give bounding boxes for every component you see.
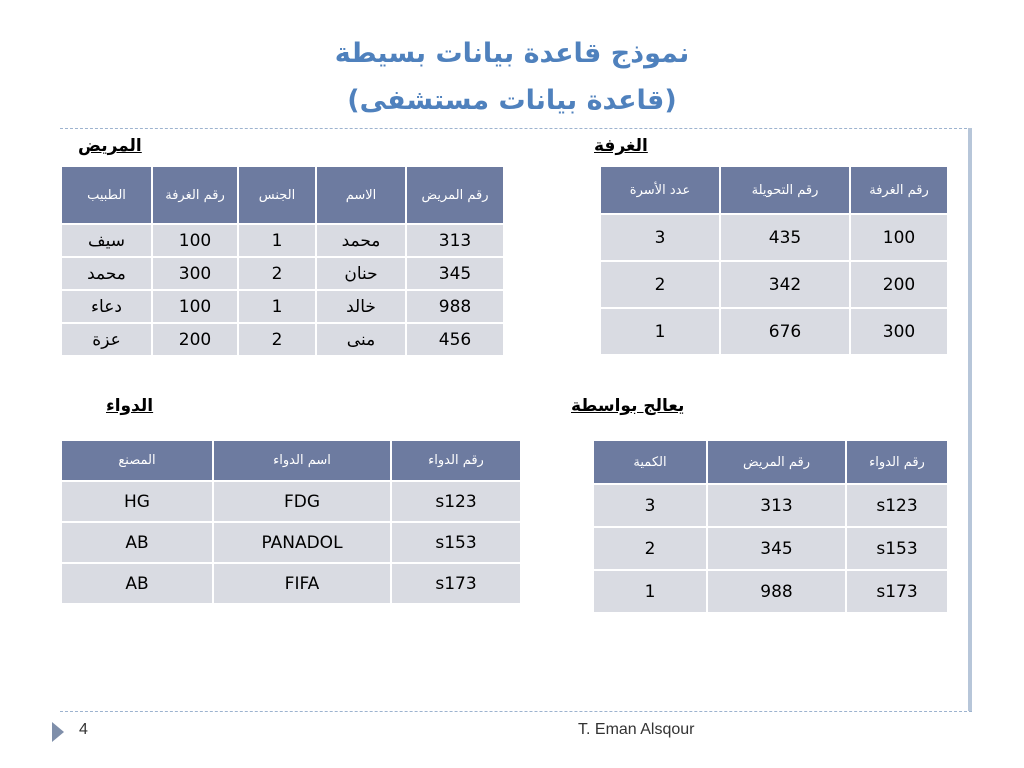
room-cell: 342 <box>721 262 849 307</box>
room-header-cell: رقم التحويلة <box>721 167 849 213</box>
table-row <box>601 215 947 260</box>
table-row <box>62 225 503 256</box>
table-row <box>62 564 520 603</box>
medicine-cell: s123 <box>392 482 520 521</box>
treated-table <box>592 439 949 614</box>
patient-cell: 100 <box>153 225 237 256</box>
table-row <box>601 309 947 354</box>
treated-cell: 988 <box>708 571 845 612</box>
room-caption: الغرفة <box>594 136 648 156</box>
treated-header-cell: الكمية <box>594 441 706 483</box>
room-cell: 676 <box>721 309 849 354</box>
table-row <box>601 262 947 307</box>
table-row <box>62 324 503 355</box>
author-name: T. Eman Alsqour <box>578 721 695 738</box>
patient-cell: عزة <box>62 324 151 355</box>
treated-cell: 3 <box>594 485 706 526</box>
medicine-cell: s153 <box>392 523 520 562</box>
bottom-divider <box>60 711 972 712</box>
top-divider <box>60 128 972 129</box>
patient-header-cell: الجنس <box>239 167 315 223</box>
patient-cell: محمد <box>62 258 151 289</box>
medicine-cell: HG <box>62 482 212 521</box>
patient-header-row <box>62 167 503 223</box>
patient-cell: 456 <box>407 324 503 355</box>
patient-cell: 2 <box>239 324 315 355</box>
room-header-row <box>601 167 947 213</box>
patient-cell: 2 <box>239 258 315 289</box>
patient-header-cell: رقم الغرفة <box>153 167 237 223</box>
table-row <box>62 523 520 562</box>
table-row <box>594 571 947 612</box>
medicine-cell: PANADOL <box>214 523 390 562</box>
slide-title-line2: (قاعدة بيانات مستشفى) <box>347 85 677 116</box>
treated-cell: s173 <box>847 571 947 612</box>
page-number: 4 <box>79 721 88 738</box>
patient-cell: 100 <box>153 291 237 322</box>
table-row <box>594 528 947 569</box>
patient-cell: محمد <box>317 225 405 256</box>
patient-cell: 200 <box>153 324 237 355</box>
patient-cell: دعاء <box>62 291 151 322</box>
room-cell: 3 <box>601 215 719 260</box>
side-bar <box>968 128 972 711</box>
medicine-cell: FDG <box>214 482 390 521</box>
room-header-cell: عدد الأسرة <box>601 167 719 213</box>
room-cell: 435 <box>721 215 849 260</box>
medicine-cell: FIFA <box>214 564 390 603</box>
table-row <box>62 291 503 322</box>
room-table <box>599 165 949 356</box>
patient-cell: منى <box>317 324 405 355</box>
slide-title-line1: نموذج قاعدة بيانات بسيطة <box>334 38 690 69</box>
room-cell: 2 <box>601 262 719 307</box>
treated-cell: s123 <box>847 485 947 526</box>
treated-cell: s153 <box>847 528 947 569</box>
treated-caption: يعالج بواسطة <box>571 396 685 416</box>
patient-table <box>60 165 505 357</box>
treated-cell: 1 <box>594 571 706 612</box>
patient-header-cell: رقم المريض <box>407 167 503 223</box>
patient-cell: 300 <box>153 258 237 289</box>
medicine-header-cell: المصنع <box>62 441 212 480</box>
patient-cell: 345 <box>407 258 503 289</box>
medicine-header-row <box>62 441 520 480</box>
table-row <box>62 258 503 289</box>
table-row <box>594 485 947 526</box>
patient-header-cell: الطبيب <box>62 167 151 223</box>
treated-header-cell: رقم الدواء <box>847 441 947 483</box>
room-cell: 100 <box>851 215 947 260</box>
patient-cell: خالد <box>317 291 405 322</box>
treated-cell: 345 <box>708 528 845 569</box>
medicine-table <box>60 439 522 605</box>
treated-header-row <box>594 441 947 483</box>
medicine-header-cell: اسم الدواء <box>214 441 390 480</box>
treated-header-cell: رقم المريض <box>708 441 845 483</box>
medicine-header-cell: رقم الدواء <box>392 441 520 480</box>
patient-cell: 1 <box>239 225 315 256</box>
patient-caption: المريض <box>78 136 142 156</box>
patient-cell: 1 <box>239 291 315 322</box>
treated-cell: 313 <box>708 485 845 526</box>
medicine-cell: AB <box>62 523 212 562</box>
play-triangle-icon <box>52 722 64 742</box>
table-row <box>62 482 520 521</box>
medicine-cell: AB <box>62 564 212 603</box>
patient-cell: حنان <box>317 258 405 289</box>
room-cell: 300 <box>851 309 947 354</box>
medicine-cell: s173 <box>392 564 520 603</box>
patient-cell: سيف <box>62 225 151 256</box>
room-cell: 1 <box>601 309 719 354</box>
patient-header-cell: الاسم <box>317 167 405 223</box>
treated-cell: 2 <box>594 528 706 569</box>
patient-cell: 988 <box>407 291 503 322</box>
room-header-cell: رقم الغرفة <box>851 167 947 213</box>
room-cell: 200 <box>851 262 947 307</box>
medicine-caption: الدواء <box>106 396 154 416</box>
patient-cell: 313 <box>407 225 503 256</box>
